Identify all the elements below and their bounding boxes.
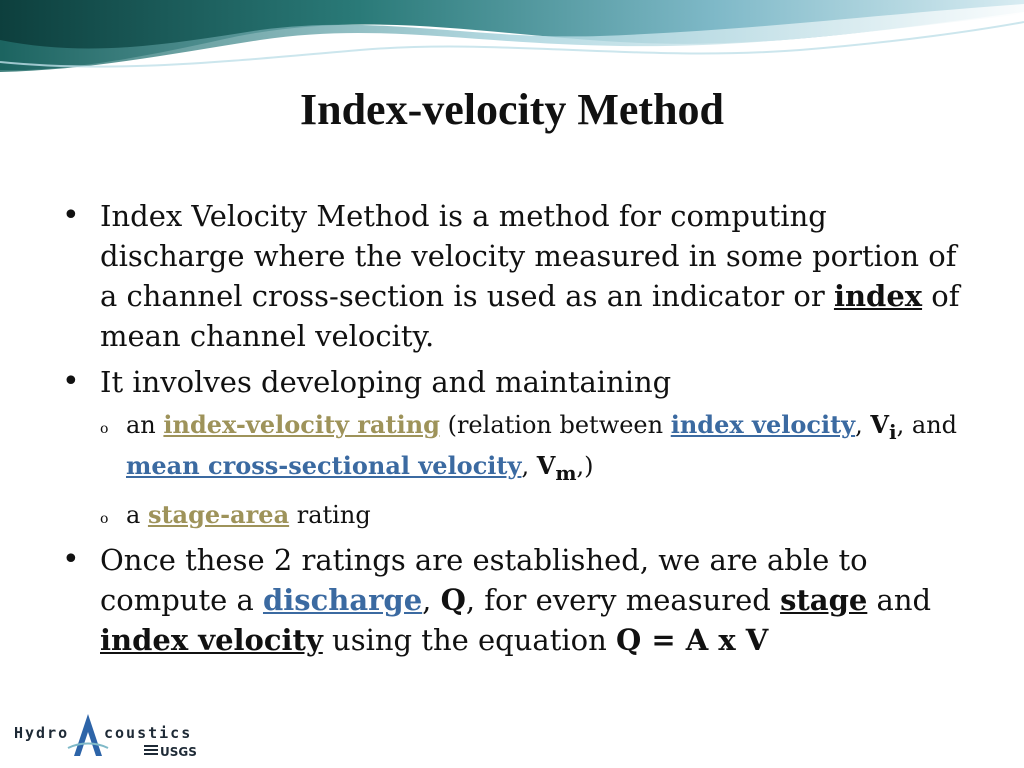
- index-velocity-link[interactable]: index velocity: [670, 410, 856, 439]
- bullet-involves: • It involves developing and maintaining: [60, 362, 980, 402]
- stage-area-link[interactable]: stage-area: [147, 499, 290, 529]
- slide-title: Index-velocity Method: [299, 85, 725, 134]
- bullet-compute-discharge: • Once these 2 ratings are established, we are able to compute a discharge, Q, for every measured stage and index velocity using the equation Q = A x V: [62, 541, 932, 657]
- bullet-dot-icon: •: [62, 364, 80, 399]
- hydroacoustics-usgs-logo: [8, 712, 208, 764]
- mean-cross-sectional-velocity-link[interactable]: mean cross-sectional velocity: [126, 450, 522, 480]
- svg-text:coustics: coustics: [104, 724, 193, 742]
- discharge-link[interactable]: discharge: [262, 582, 423, 617]
- stage-term[interactable]: stage: [780, 582, 868, 617]
- index-velocity-term[interactable]: index velocity: [100, 622, 323, 657]
- index-term[interactable]: index: [833, 279, 923, 313]
- circle-bullet-icon: o: [100, 510, 109, 527]
- bullet-dot-icon: •: [62, 541, 80, 577]
- index-velocity-rating-link[interactable]: index-velocity rating: [163, 410, 440, 439]
- bullet-definition: • Index Velocity Method is a method for computing discharge where the velocity measured in some portion of a channel cross-section is used as an indicator or index of mean channel velocity.: [62, 198, 960, 353]
- header-wave-banner: [0, 0, 1024, 80]
- equation: Q = A x V: [616, 622, 769, 657]
- circle-bullet-icon: o: [100, 421, 109, 437]
- bullet-dot-icon: •: [62, 198, 80, 233]
- svg-text:USGS: USGS: [160, 745, 197, 759]
- sub-bullet-index-velocity-rating: o an index-velocity rating (relation between index velocity, $V_i$, and mean cross-sectional velocity, $V_m$,): [100, 410, 958, 485]
- svg-text:Hydro: Hydro: [14, 724, 70, 742]
- sub-bullet-stage-area-rating: o a stage-area rating: [60, 498, 980, 532]
- slide-body: [60, 196, 980, 666]
